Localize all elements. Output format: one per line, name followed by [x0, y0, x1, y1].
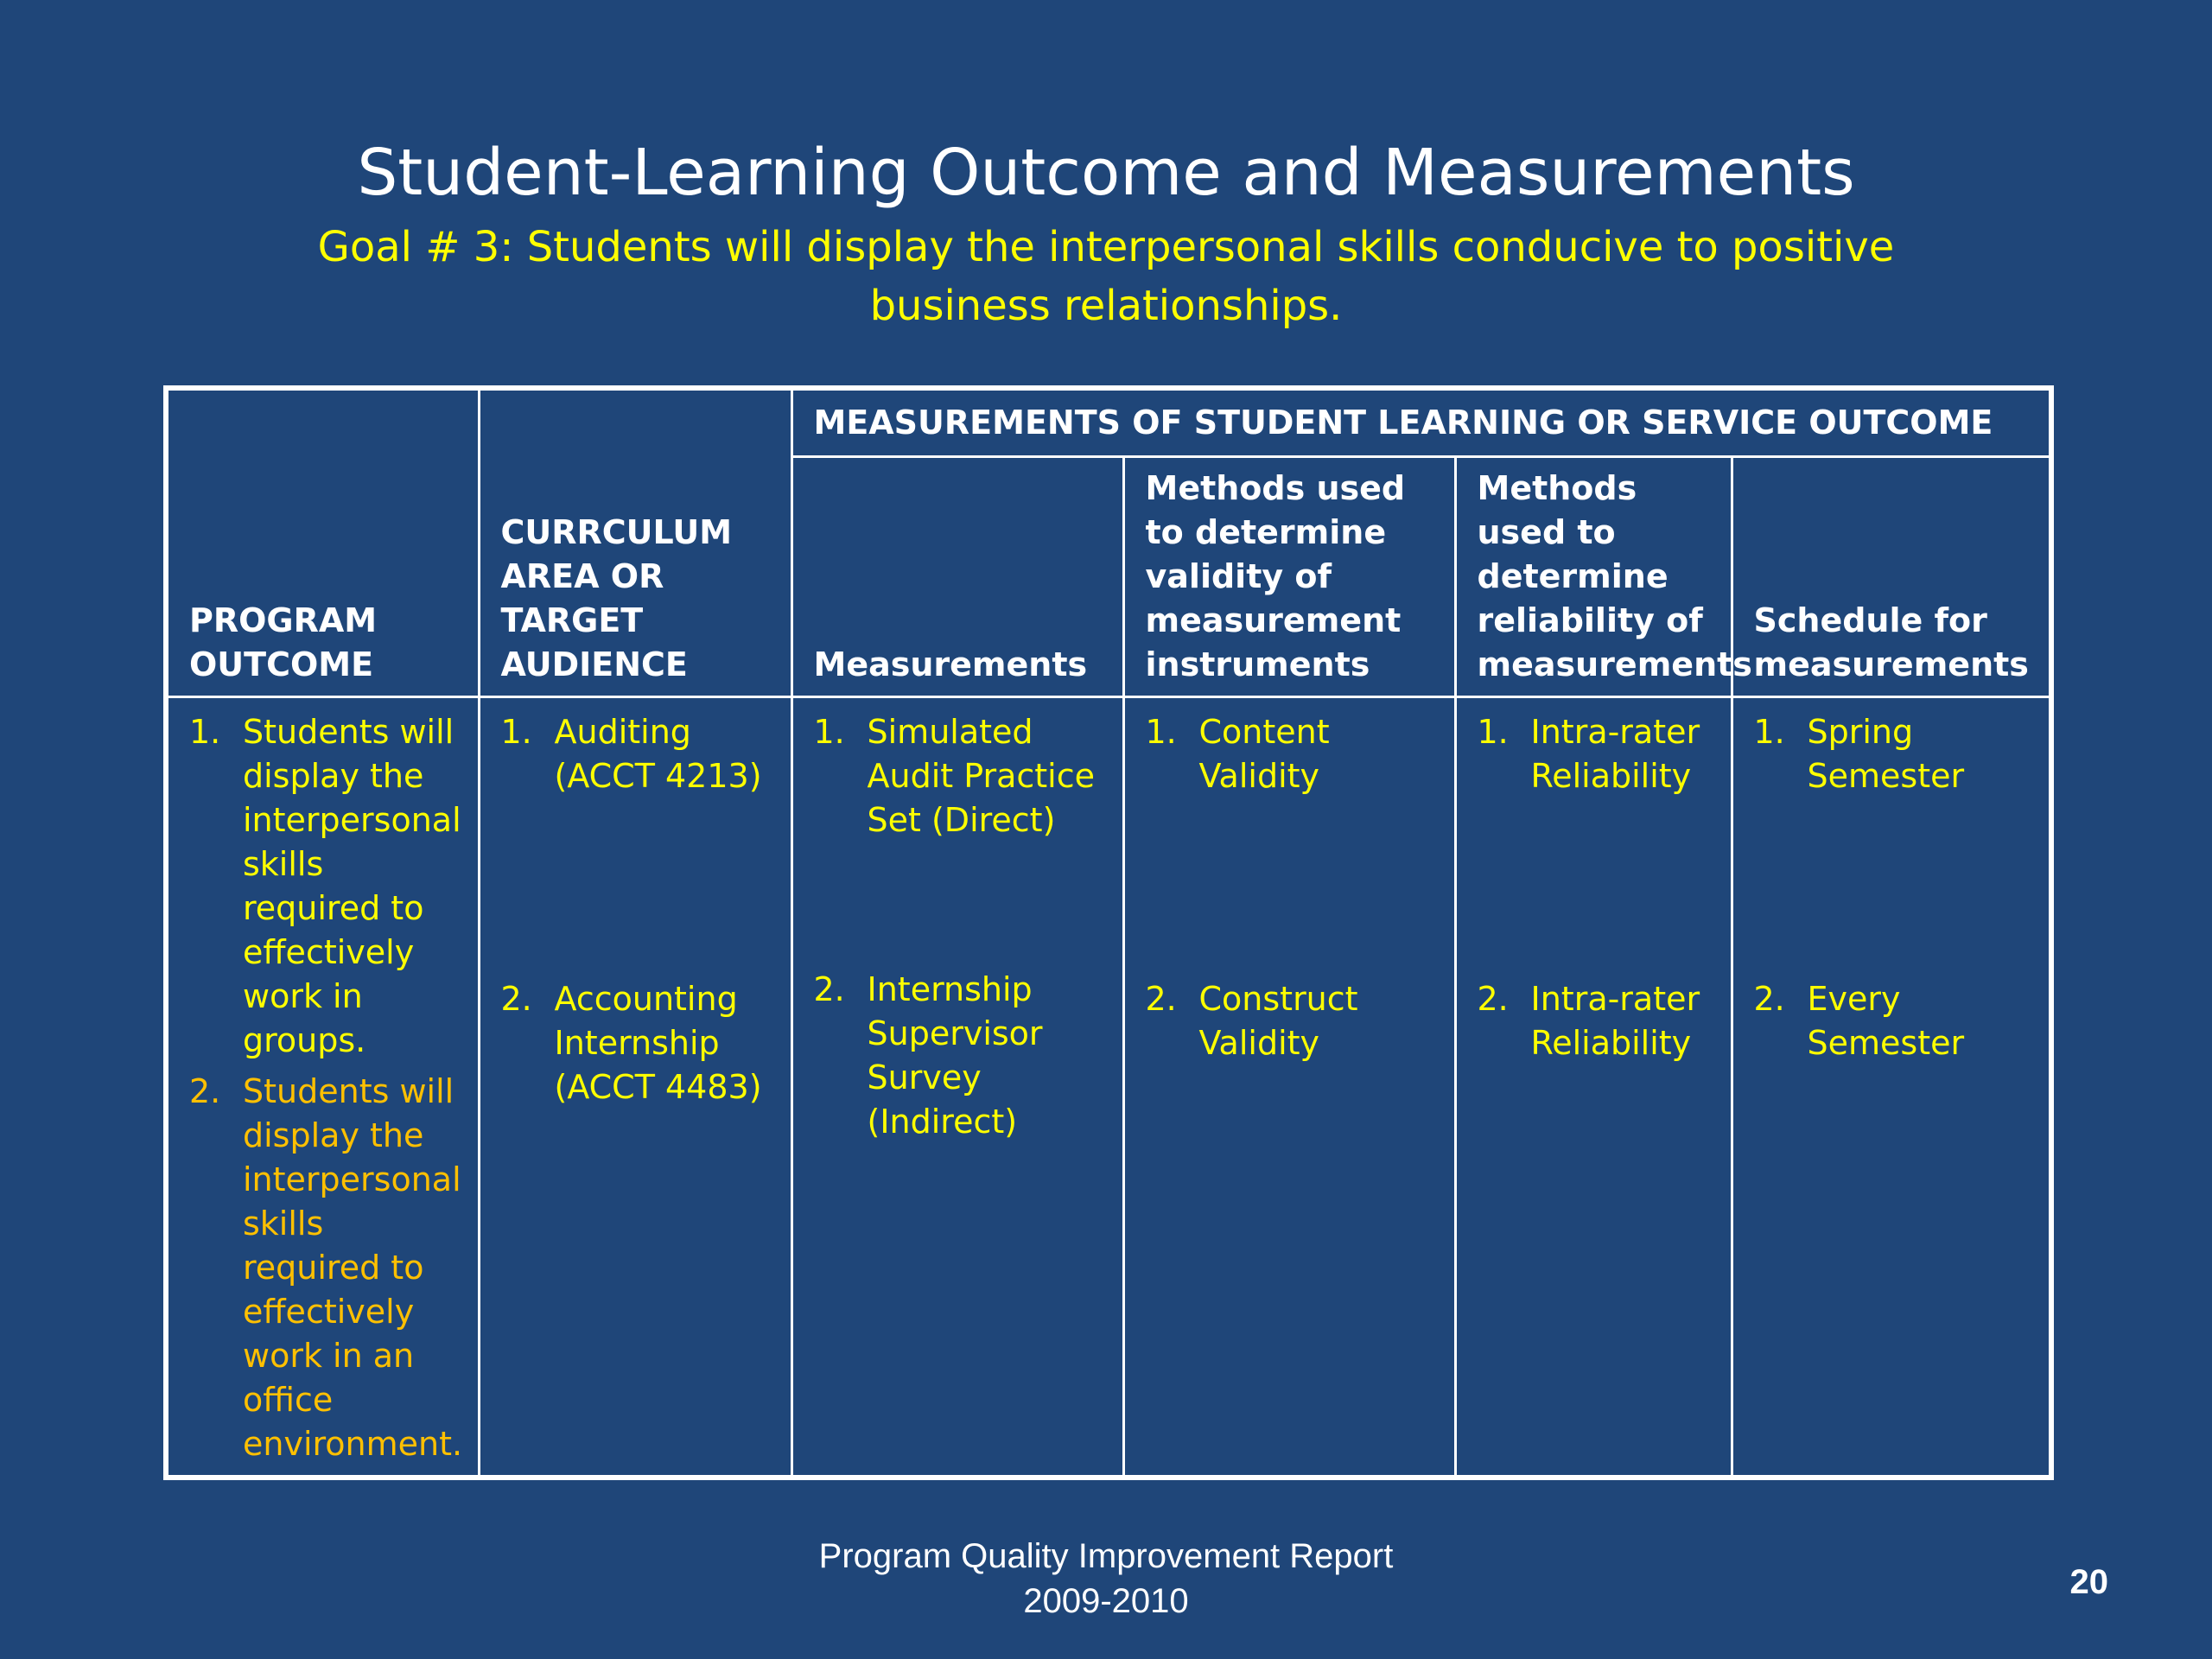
curriculum-list [501, 710, 780, 1109]
page-number: 20 [2069, 1563, 2108, 1601]
item-text: Construct Validity [1198, 980, 1358, 1062]
reliability-list [1478, 710, 1720, 1065]
header-measurements: Measurements [791, 457, 1123, 697]
list-item [814, 710, 1112, 968]
header-curriculum: CURRCULUM AREA OR TARGET AUDIENCE [479, 388, 791, 697]
program-outcome-cell [166, 697, 479, 1478]
list-item [1146, 710, 1444, 977]
item-text: Accounting Internship (ACCT 4483) [554, 980, 762, 1106]
item-number: 2. [1477, 980, 1509, 1018]
item-number: 2. [500, 980, 532, 1018]
validity-list [1146, 710, 1444, 1065]
item-number: 2. [1753, 980, 1785, 1018]
item-number: 1. [189, 713, 221, 751]
reliability-cell [1455, 697, 1732, 1478]
footer [674, 1534, 1538, 1624]
slide-subtitle: Goal # 3: Students will display the interpersonal skills conducive to positive business relationships. [317, 223, 1895, 330]
item-text: Internship Supervisor Survey (Indirect) [867, 970, 1043, 1141]
item-number: 1. [1477, 713, 1509, 751]
program-outcome-list [189, 710, 467, 1466]
list-item [501, 710, 780, 977]
outcomes-table [163, 385, 2054, 1480]
list-item [1478, 710, 1720, 977]
item-number: 2. [813, 970, 845, 1008]
item-text: Students will display the interpersonal skills required to effectively work in an office environment. [243, 1072, 463, 1463]
header-validity: Methods used to determine validity of measurement instruments [1123, 457, 1455, 697]
item-number: 2. [1145, 980, 1177, 1018]
list-item [1754, 977, 2039, 1065]
measurements-list [814, 710, 1112, 1144]
header-schedule: Schedule for measurements [1732, 457, 2051, 697]
list-item [1478, 977, 1720, 1065]
item-text: Spring Semester [1807, 713, 1965, 795]
item-text: Content Validity [1198, 713, 1330, 795]
header-measurements-group: MEASUREMENTS OF STUDENT LEARNING OR SERVICE OUTCOME [791, 388, 2051, 457]
item-number: 1. [500, 713, 532, 751]
list-item [189, 710, 467, 1063]
list-item [189, 1070, 467, 1466]
item-number: 1. [1753, 713, 1785, 751]
list-item [814, 968, 1112, 1144]
measurements-cell [791, 697, 1123, 1478]
item-number: 1. [813, 713, 845, 751]
list-item [1146, 977, 1444, 1065]
list-item [501, 977, 780, 1109]
schedule-cell [1732, 697, 2051, 1478]
item-number: 1. [1145, 713, 1177, 751]
header-reliability: Methods used to determine reliability of measurements [1455, 457, 1732, 697]
footer-year: 2009-2010 [1023, 1582, 1189, 1620]
item-text: Students will display the interpersonal skills required to effectively work in groups. [243, 713, 461, 1059]
header-program-outcome: PROGRAM OUTCOME [166, 388, 479, 697]
item-text: Every Semester [1807, 980, 1965, 1062]
item-text: Simulated Audit Practice Set (Direct) [867, 713, 1096, 839]
item-text: Intra-rater Reliability [1530, 980, 1700, 1062]
item-text: Auditing (ACCT 4213) [554, 713, 762, 795]
slide-title: Student-Learning Outcome and Measurements [357, 136, 1855, 210]
footer-report-title: Program Quality Improvement Report [818, 1537, 1394, 1575]
item-text: Intra-rater Reliability [1530, 713, 1700, 795]
list-item [1754, 710, 2039, 977]
item-number: 2. [189, 1072, 221, 1110]
curriculum-cell [479, 697, 791, 1478]
schedule-list [1754, 710, 2039, 1065]
validity-cell [1123, 697, 1455, 1478]
